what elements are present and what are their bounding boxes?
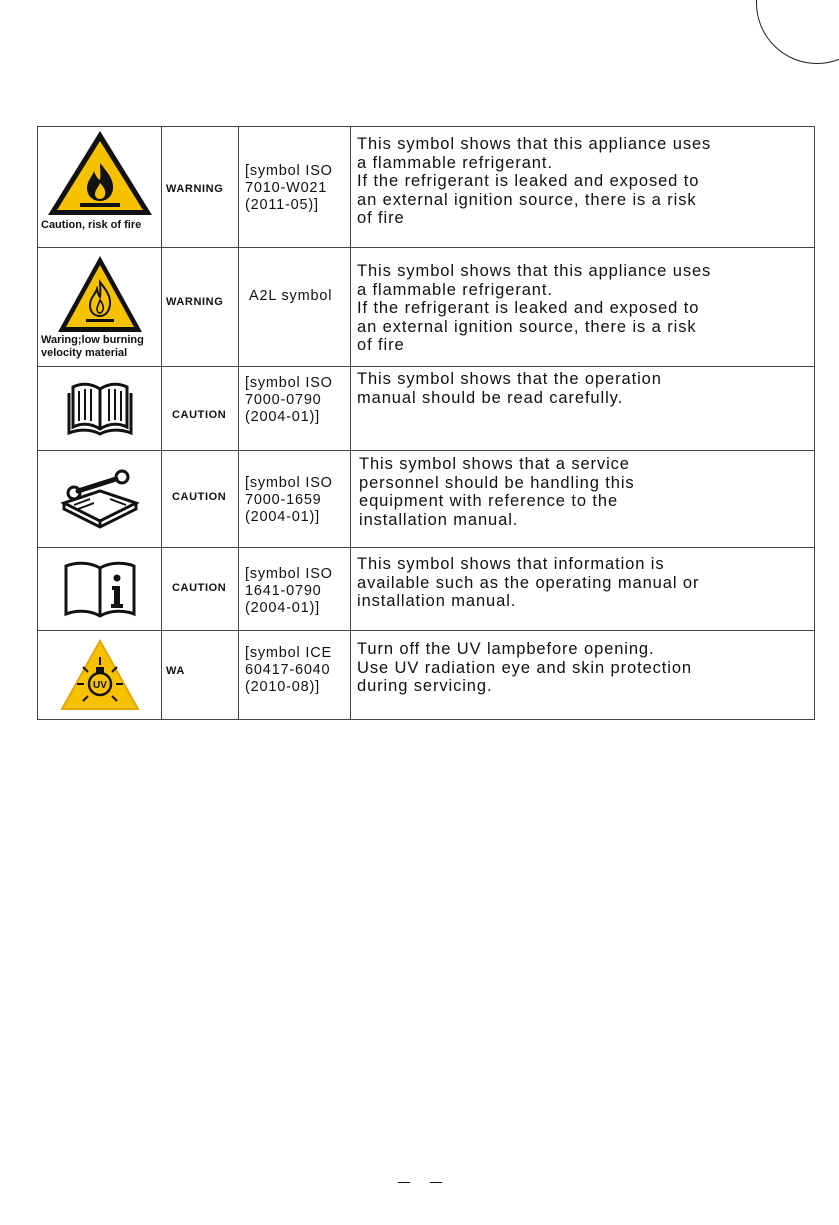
symbol-cell <box>38 367 162 451</box>
low-burning-velocity-icon <box>54 252 146 336</box>
fire-warning-icon <box>44 127 156 219</box>
description-cell <box>351 367 815 451</box>
description-cell <box>351 548 815 631</box>
standard-reference: [symbol ISO 7010-W021 (2011-05)] <box>245 163 333 213</box>
symbol-caption: Caution, risk of fire <box>41 219 142 231</box>
table-row <box>38 367 815 451</box>
standard-reference: [symbol ISO 7000-0790 (2004-01)] <box>245 375 333 425</box>
read-manual-icon <box>67 377 133 437</box>
level-cell <box>162 451 239 548</box>
description-cell <box>351 127 815 248</box>
symbol-description: This symbol shows that this appliance uses a flammable refrigerant. If the refrigerant is leaked and exposed to an external ignition source, there is a risk of fire <box>357 262 712 354</box>
standard-reference: A2L symbol <box>249 288 333 304</box>
information-manual-icon <box>62 560 138 618</box>
hazard-level: WARNING <box>166 183 224 195</box>
standard-cell <box>239 548 351 631</box>
symbol-description: This symbol shows that this appliance uses a flammable refrigerant. If the refrigerant is leaked and exposed to an external ignition source, there is a risk of fire <box>357 135 712 227</box>
symbol-caption: Waring;low burning velocity material <box>41 334 144 359</box>
symbol-cell <box>38 248 162 367</box>
standard-reference: [symbol ICE 60417-6040 (2010-08)] <box>245 645 332 695</box>
hazard-level: CAUTION <box>172 409 227 421</box>
svg-text:UV: UV <box>92 680 107 691</box>
hazard-level: CAUTION <box>172 491 227 503</box>
hazard-level: WARNING <box>166 296 224 308</box>
standard-cell <box>239 248 351 367</box>
level-cell <box>162 248 239 367</box>
level-cell <box>162 367 239 451</box>
symbol-description: This symbol shows that the operation manual should be read carefully. <box>357 370 662 407</box>
level-cell <box>162 548 239 631</box>
description-cell <box>351 451 815 548</box>
symbol-cell <box>38 631 162 720</box>
table-row <box>38 548 815 631</box>
level-cell <box>162 631 239 720</box>
hazard-level: CAUTION <box>172 582 227 594</box>
table-row <box>38 127 815 248</box>
page-number-marker <box>398 1170 462 1186</box>
table-row <box>38 451 815 548</box>
standard-cell <box>239 127 351 248</box>
standard-cell <box>239 631 351 720</box>
uv-radiation-icon <box>60 639 140 713</box>
corner-decoration <box>756 0 839 64</box>
symbol-description: Turn off the UV lampbefore opening. Use UV radiation eye and skin protection during servicing. <box>357 640 692 695</box>
standard-reference: [symbol ISO 1641-0790 (2004-01)] <box>245 566 333 616</box>
symbol-cell <box>38 548 162 631</box>
standard-cell <box>239 367 351 451</box>
hazard-level: WA <box>166 665 185 677</box>
standard-cell <box>239 451 351 548</box>
safety-symbols-table <box>37 126 815 720</box>
symbol-cell <box>38 127 162 248</box>
table-row <box>38 248 815 367</box>
standard-reference: [symbol ISO 7000-1659 (2004-01)] <box>245 475 333 525</box>
service-manual-icon <box>60 469 140 533</box>
symbol-description: This symbol shows that information is available such as the operating manual or installation manual. <box>357 555 700 610</box>
symbol-description: This symbol shows that a service personnel should be handling this equipment with reference to the installation manual. <box>359 455 635 529</box>
description-cell <box>351 248 815 367</box>
description-cell <box>351 631 815 720</box>
table-row <box>38 631 815 720</box>
level-cell <box>162 127 239 248</box>
symbol-cell <box>38 451 162 548</box>
